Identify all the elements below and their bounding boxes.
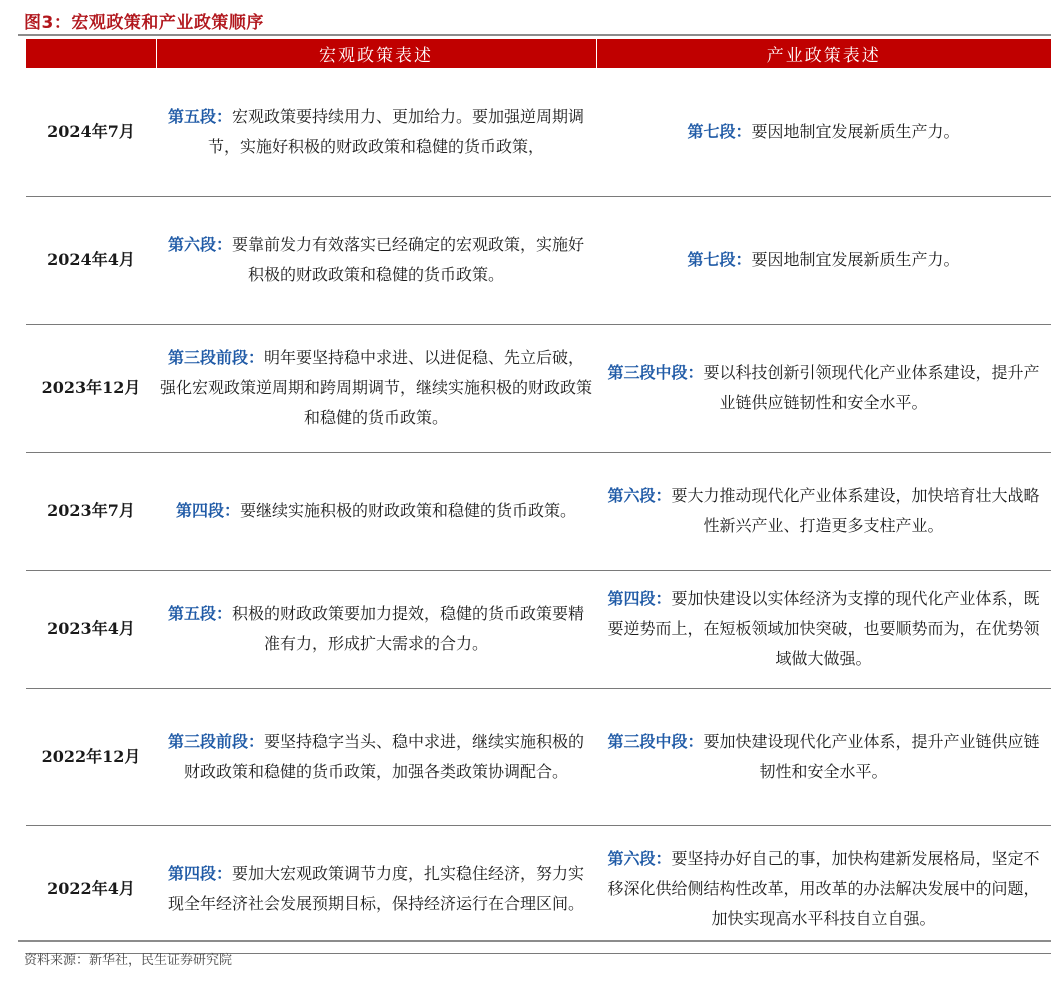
section-label: 第七段： <box>687 250 752 269</box>
section-label: 第六段： <box>167 235 232 254</box>
macro-text: 宏观政策要持续用力、更加给力。要加强逆周期调节，实施好积极的财政政策和稳健的货币政策， <box>207 106 585 156</box>
title-divider <box>18 34 1051 36</box>
section-label: 第三段中段： <box>607 363 704 382</box>
row-date: 2024年7月 <box>26 68 156 196</box>
section-label: 第六段： <box>607 486 672 505</box>
source-note: 资料来源：新华社，民生证券研究院 <box>24 953 233 968</box>
header-date-column <box>26 39 156 68</box>
industry-cell <box>596 570 1051 688</box>
macro-cell <box>156 825 596 953</box>
row-date: 2022年4月 <box>26 825 156 953</box>
industry-text: 要大力推动现代化产业体系建设，加快培育壮大战略性新兴产业、打造更多支柱产业。 <box>671 486 1040 535</box>
section-label: 第五段： <box>167 106 232 126</box>
table-row <box>26 324 1051 452</box>
industry-text: 要因地制宜发展新质生产力。 <box>751 250 960 269</box>
row-date: 2024年4月 <box>26 196 156 324</box>
section-label: 第四段： <box>607 589 672 608</box>
industry-cell <box>596 688 1051 825</box>
table-row <box>26 688 1051 825</box>
macro-text: 要坚持稳字当头、稳中求进，继续实施积极的财政政策和稳健的货币政策，加强各类政策协调配合。 <box>183 731 585 781</box>
section-label: 第三段前段： <box>167 348 264 367</box>
table-row <box>26 825 1051 953</box>
industry-text: 要因地制宜发展新质生产力。 <box>751 121 960 141</box>
industry-cell <box>596 324 1051 452</box>
section-label: 第五段： <box>167 604 232 623</box>
macro-text: 要加大宏观政策调节力度，扎实稳住经济，努力实现全年经济社会发展预期目标，保持经济运行在合理区间。 <box>167 864 585 913</box>
industry-cell <box>596 825 1051 953</box>
header-industry-policy: 产业政策表述 <box>596 39 1051 68</box>
bottom-divider <box>18 940 1051 942</box>
macro-cell <box>156 570 596 688</box>
table-row <box>26 68 1051 196</box>
section-label: 第六段： <box>607 849 672 868</box>
row-date: 2022年12月 <box>26 688 156 825</box>
table-row <box>26 452 1051 570</box>
industry-text: 要以科技创新引领现代化产业体系建设，提升产业链供应链韧性和安全水平。 <box>703 363 1040 412</box>
macro-text: 积极的财政政策要加力提效，稳健的货币政策要精准有力，形成扩大需求的合力。 <box>232 604 585 653</box>
figure-title: 图3：宏观政策和产业政策顺序 <box>24 13 264 33</box>
section-label: 第七段： <box>687 121 752 141</box>
section-label: 第三段中段： <box>607 731 704 751</box>
macro-cell <box>156 452 596 570</box>
header-macro-policy: 宏观政策表述 <box>156 39 596 68</box>
table-row <box>26 570 1051 688</box>
macro-text: 要靠前发力有效落实已经确定的宏观政策，实施好积极的财政政策和稳健的货币政策。 <box>232 235 585 284</box>
section-label: 第四段： <box>167 864 232 883</box>
macro-text: 要继续实施积极的财政政策和稳健的货币政策。 <box>240 501 577 520</box>
row-date: 2023年12月 <box>26 324 156 452</box>
table-row <box>26 196 1051 324</box>
row-date: 2023年4月 <box>26 570 156 688</box>
industry-text: 要坚持办好自己的事，加快构建新发展格局，坚定不移深化供给侧结构性改革，用改革的办法解决发展中的问题，加快实现高水平科技自立自强。 <box>607 849 1040 928</box>
industry-text: 要加快建设以实体经济为支撑的现代化产业体系，既要逆势而上，在短板领域加快突破，也要顺势而为，在优势领域做大做强。 <box>607 589 1040 668</box>
industry-text: 要加快建设现代化产业体系，提升产业链供应链韧性和安全水平。 <box>703 731 1040 781</box>
macro-cell <box>156 324 596 452</box>
section-label: 第三段前段： <box>167 731 264 751</box>
row-date: 2023年7月 <box>26 452 156 570</box>
policy-table <box>26 39 1051 954</box>
macro-cell <box>156 688 596 825</box>
macro-text: 明年要坚持稳中求进、以进促稳、先立后破，强化宏观政策逆周期和跨周期调节，继续实施积极的财政政策和稳健的货币政策。 <box>160 348 593 427</box>
industry-cell <box>596 196 1051 324</box>
industry-cell <box>596 452 1051 570</box>
industry-cell <box>596 68 1051 196</box>
table-header <box>26 39 1051 68</box>
section-label: 第四段： <box>175 501 240 520</box>
macro-cell <box>156 196 596 324</box>
macro-cell <box>156 68 596 196</box>
